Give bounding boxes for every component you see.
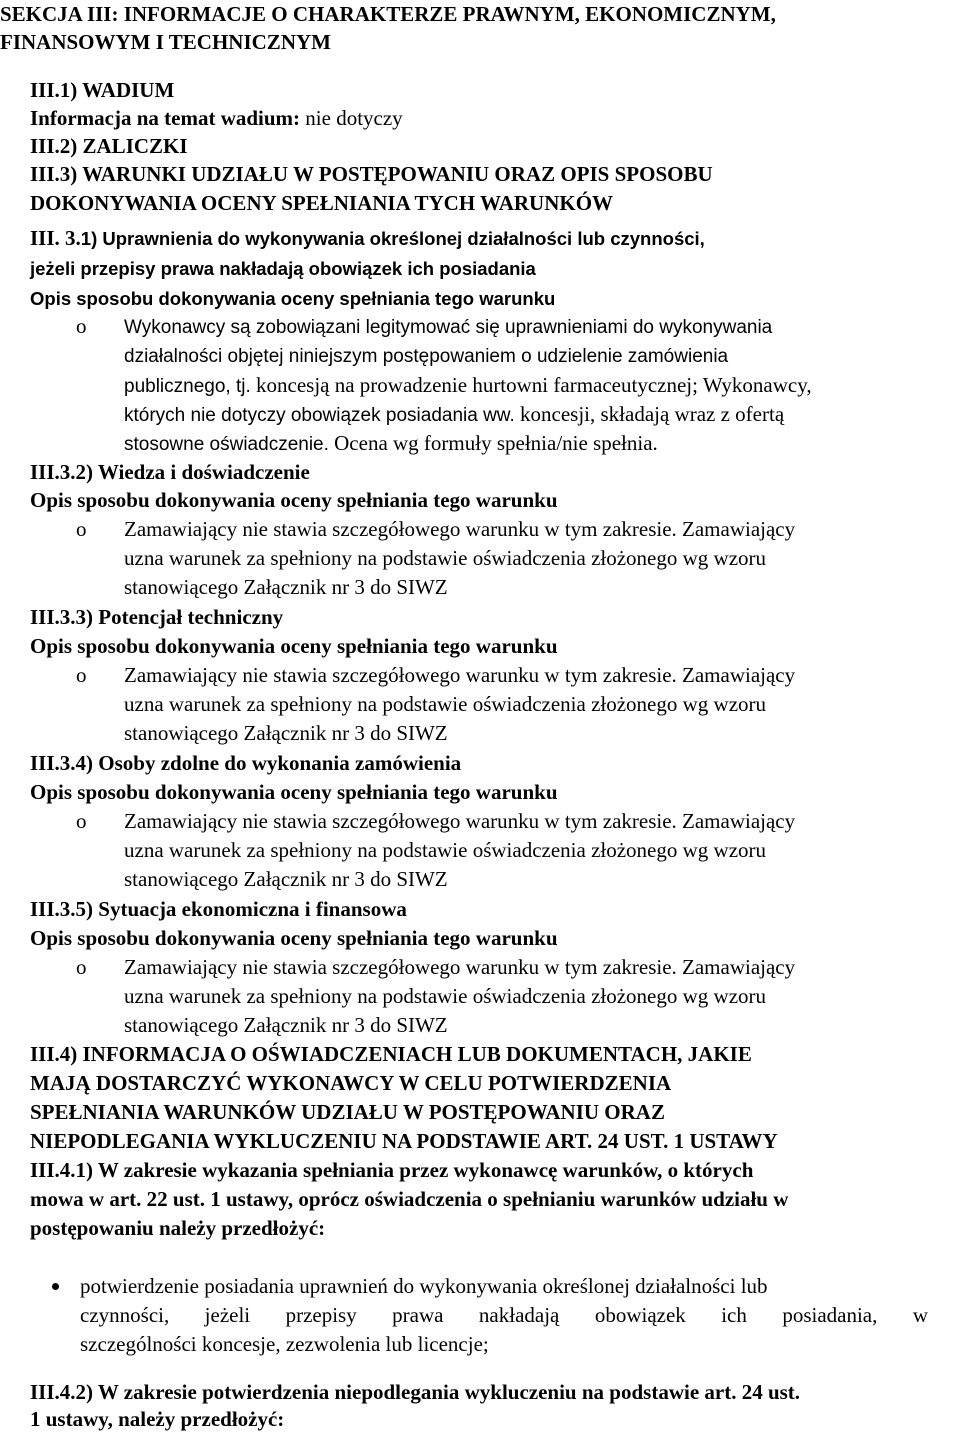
word: prawa (392, 1303, 444, 1327)
word: przepisy (285, 1303, 357, 1327)
bullet-marker: o (76, 314, 87, 338)
iii33-body-line-2: uzna warunek za spełniony na podstawie oświadczenia złożonego wg wzoru (124, 692, 767, 716)
word: nakładają (478, 1303, 560, 1327)
iii41-bullet-line-1: potwierdzenie posiadania uprawnień do wykonywania określonej działalności lub (80, 1274, 768, 1298)
iii33-heading-text: Potencjał techniczny (93, 605, 284, 629)
iii31-body-line-3b: koncesją na prowadzenie hurtowni farmaceutycznej; Wykonawcy, (250, 373, 812, 397)
iii34-body-line-1 (124, 807, 795, 836)
iii31-body-line-4b: koncesji, składają wraz z ofertą (514, 402, 785, 426)
iii35-body-line-2: uzna warunek za spełniony na podstawie oświadczenia złożonego wg wzoru (124, 984, 767, 1008)
iii35-body-line-1b: Zamawiający (676, 955, 796, 979)
iii31-heading-line-1 (30, 224, 705, 253)
iii31-opis: Opis sposobu dokonywania oceny spełniania tego warunku (30, 288, 556, 309)
iii32-body-line-3: stanowiącego Załącznik nr 3 do SIWZ (124, 575, 448, 599)
iii33-body-line-1a: Zamawiający nie stawia szczegółowego warunku w tym zakresie. (124, 663, 677, 687)
iii41-line-2b: 1 ustawy, oprócz oświadczenia o spełnianiu warunków udziału w (204, 1187, 789, 1211)
iii41-bullet-line-2 (80, 1301, 928, 1330)
word: posiadania, (782, 1303, 878, 1327)
iii31-heading-text: 1) Uprawnienia do wykonywania określonej działalności lub czynności, (80, 228, 705, 249)
iii31-body-line-4a: których nie dotyczy obowiązek posiadania ww. (124, 405, 515, 426)
section-title-line-1: SEKCJA III: INFORMACJE O CHARAKTERZE PRAWNYM, EKONOMICZNYM, (0, 2, 776, 26)
iii32-heading (30, 458, 310, 487)
iii31-body-line-3a: publicznego, tj. (124, 376, 251, 397)
iii35-heading-text: Sytuacja ekonomiczna i finansowa (93, 897, 407, 921)
iii35-body-line-3: stanowiącego Załącznik nr 3 do SIWZ (124, 1013, 448, 1037)
iii31-body-line-5 (124, 429, 658, 459)
word: jeżeli (204, 1303, 251, 1327)
iii34-body-line-1a: Zamawiający nie stawia szczegółowego warunku w tym zakresie. (124, 809, 677, 833)
iii32-heading-text: Wiedza i doświadczenie (93, 460, 310, 484)
iii41-line-2a: mowa w art. 22 ust. (30, 1187, 205, 1211)
iii42-line-1: III.4.2) W zakresie potwierdzenia niepodlegania wykluczeniu na podstawie art. 24 ust. (30, 1380, 801, 1404)
wadium-value: nie dotyczy (300, 106, 403, 130)
iii35-heading-number: III.3.5) (30, 897, 94, 921)
iii34-opis: Opis sposobu dokonywania oceny spełniania tego warunku (30, 780, 558, 804)
iii34-body-line-3: stanowiącego Załącznik nr 3 do SIWZ (124, 867, 448, 891)
section-title-line-2: FINANSOWYM I TECHNICZNYM (0, 30, 331, 54)
iii32-heading-number: III.3.2) (30, 460, 94, 484)
iii35-heading (30, 895, 407, 924)
iii31-body-line-3 (124, 371, 812, 401)
bullet-marker: o (76, 955, 87, 979)
iii31-body-line-5a: stosowne oświadczenie. (124, 434, 329, 455)
word: czynności, (80, 1303, 170, 1327)
wadium-heading: III.1) WADIUM (30, 78, 175, 102)
iii31-heading-line-2: jeżeli przepisy prawa nakładają obowiązek ich posiadania (30, 258, 536, 279)
warunki-heading-line-1: III.3) WARUNKI UDZIAŁU W POSTĘPOWANIU ORAZ OPIS SPOSOBU (30, 162, 713, 186)
iii4-heading-line-3: SPEŁNIANIA WARUNKÓW UDZIAŁU W POSTĘPOWANIU ORAZ (30, 1100, 665, 1124)
iii34-body-line-2: uzna warunek za spełniony na podstawie oświadczenia złożonego wg wzoru (124, 838, 767, 862)
iii4-heading-line-4: NIEPODLEGANIA WYKLUCZENIU NA PODSTAWIE ART. 24 UST. 1 USTAWY (30, 1129, 778, 1153)
iii33-body-line-3: stanowiącego Załącznik nr 3 do SIWZ (124, 721, 448, 745)
warunki-heading-line-2: DOKONYWANIA OCENY SPEŁNIANIA TYCH WARUNKÓW (30, 191, 614, 215)
iii31-body-line-5b: Ocena wg formuły spełnia/nie spełnia. (328, 431, 658, 455)
iii33-body-line-1b: Zamawiający (676, 663, 796, 687)
iii33-opis: Opis sposobu dokonywania oceny spełniania tego warunku (30, 634, 558, 658)
iii34-heading (30, 749, 461, 778)
iii35-body-line-1a: Zamawiający nie stawia szczegółowego warunku w tym zakresie. (124, 955, 677, 979)
zaliczki-heading: III.2) ZALICZKI (30, 134, 188, 158)
iii4-heading-line-2: MAJĄ DOSTARCZYĆ WYKONAWCY W CELU POTWIERDZENIA (30, 1071, 672, 1095)
bullet-marker: o (76, 517, 87, 541)
iii41-line-2 (30, 1185, 788, 1214)
iii32-body-line-1 (124, 515, 795, 544)
bullet-dot (52, 1283, 59, 1290)
iii34-heading-number: III.3.4) (30, 751, 94, 775)
iii42-line-2: 1 ustawy, należy przedłożyć: (30, 1407, 285, 1431)
word: obowiązek (594, 1303, 686, 1327)
iii32-body-line-1b: Zamawiający (676, 517, 796, 541)
bullet-marker: o (76, 809, 87, 833)
iii41-bullet-line-3: szczególności koncesje, zezwolenia lub licencje; (80, 1332, 489, 1356)
iii34-heading-text: Osoby zdolne do wykonania zamówienia (93, 751, 462, 775)
wadium-info (30, 104, 403, 133)
iii31-body-line-2: działalności objętej niniejszym postępowaniem o udzielenie zamówienia (124, 346, 729, 367)
iii33-heading (30, 603, 283, 632)
iii31-body-line-4 (124, 400, 784, 430)
iii33-heading-number: III.3.3) (30, 605, 94, 629)
word: w (912, 1303, 928, 1327)
wadium-label: Informacja na temat wadium: (30, 106, 301, 130)
iii4-heading-line-1: III.4) INFORMACJA O OŚWIADCZENIACH LUB DOKUMENTACH, JAKIE (30, 1042, 752, 1066)
iii35-opis: Opis sposobu dokonywania oceny spełniania tego warunku (30, 926, 558, 950)
iii34-body-line-1b: Zamawiający (676, 809, 796, 833)
iii35-body-line-1 (124, 953, 795, 982)
bullet-marker: o (76, 663, 87, 687)
word: ich (721, 1303, 747, 1327)
iii31-heading-prefix: III. 3. (30, 226, 81, 250)
iii32-body-line-1a: Zamawiający nie stawia szczegółowego warunku w tym zakresie. (124, 517, 677, 541)
iii41-line-3: postępowaniu należy przedłożyć: (30, 1216, 326, 1240)
iii32-body-line-2: uzna warunek za spełniony na podstawie oświadczenia złożonego wg wzoru (124, 546, 767, 570)
iii41-line-1: III.4.1) W zakresie wykazania spełniania przez wykonawcę warunków, o których (30, 1158, 754, 1182)
iii32-opis: Opis sposobu dokonywania oceny spełniania tego warunku (30, 488, 558, 512)
iii31-body-line-1: Wykonawcy są zobowiązani legitymować się uprawnieniami do wykonywania (124, 317, 773, 338)
iii33-body-line-1 (124, 661, 795, 690)
